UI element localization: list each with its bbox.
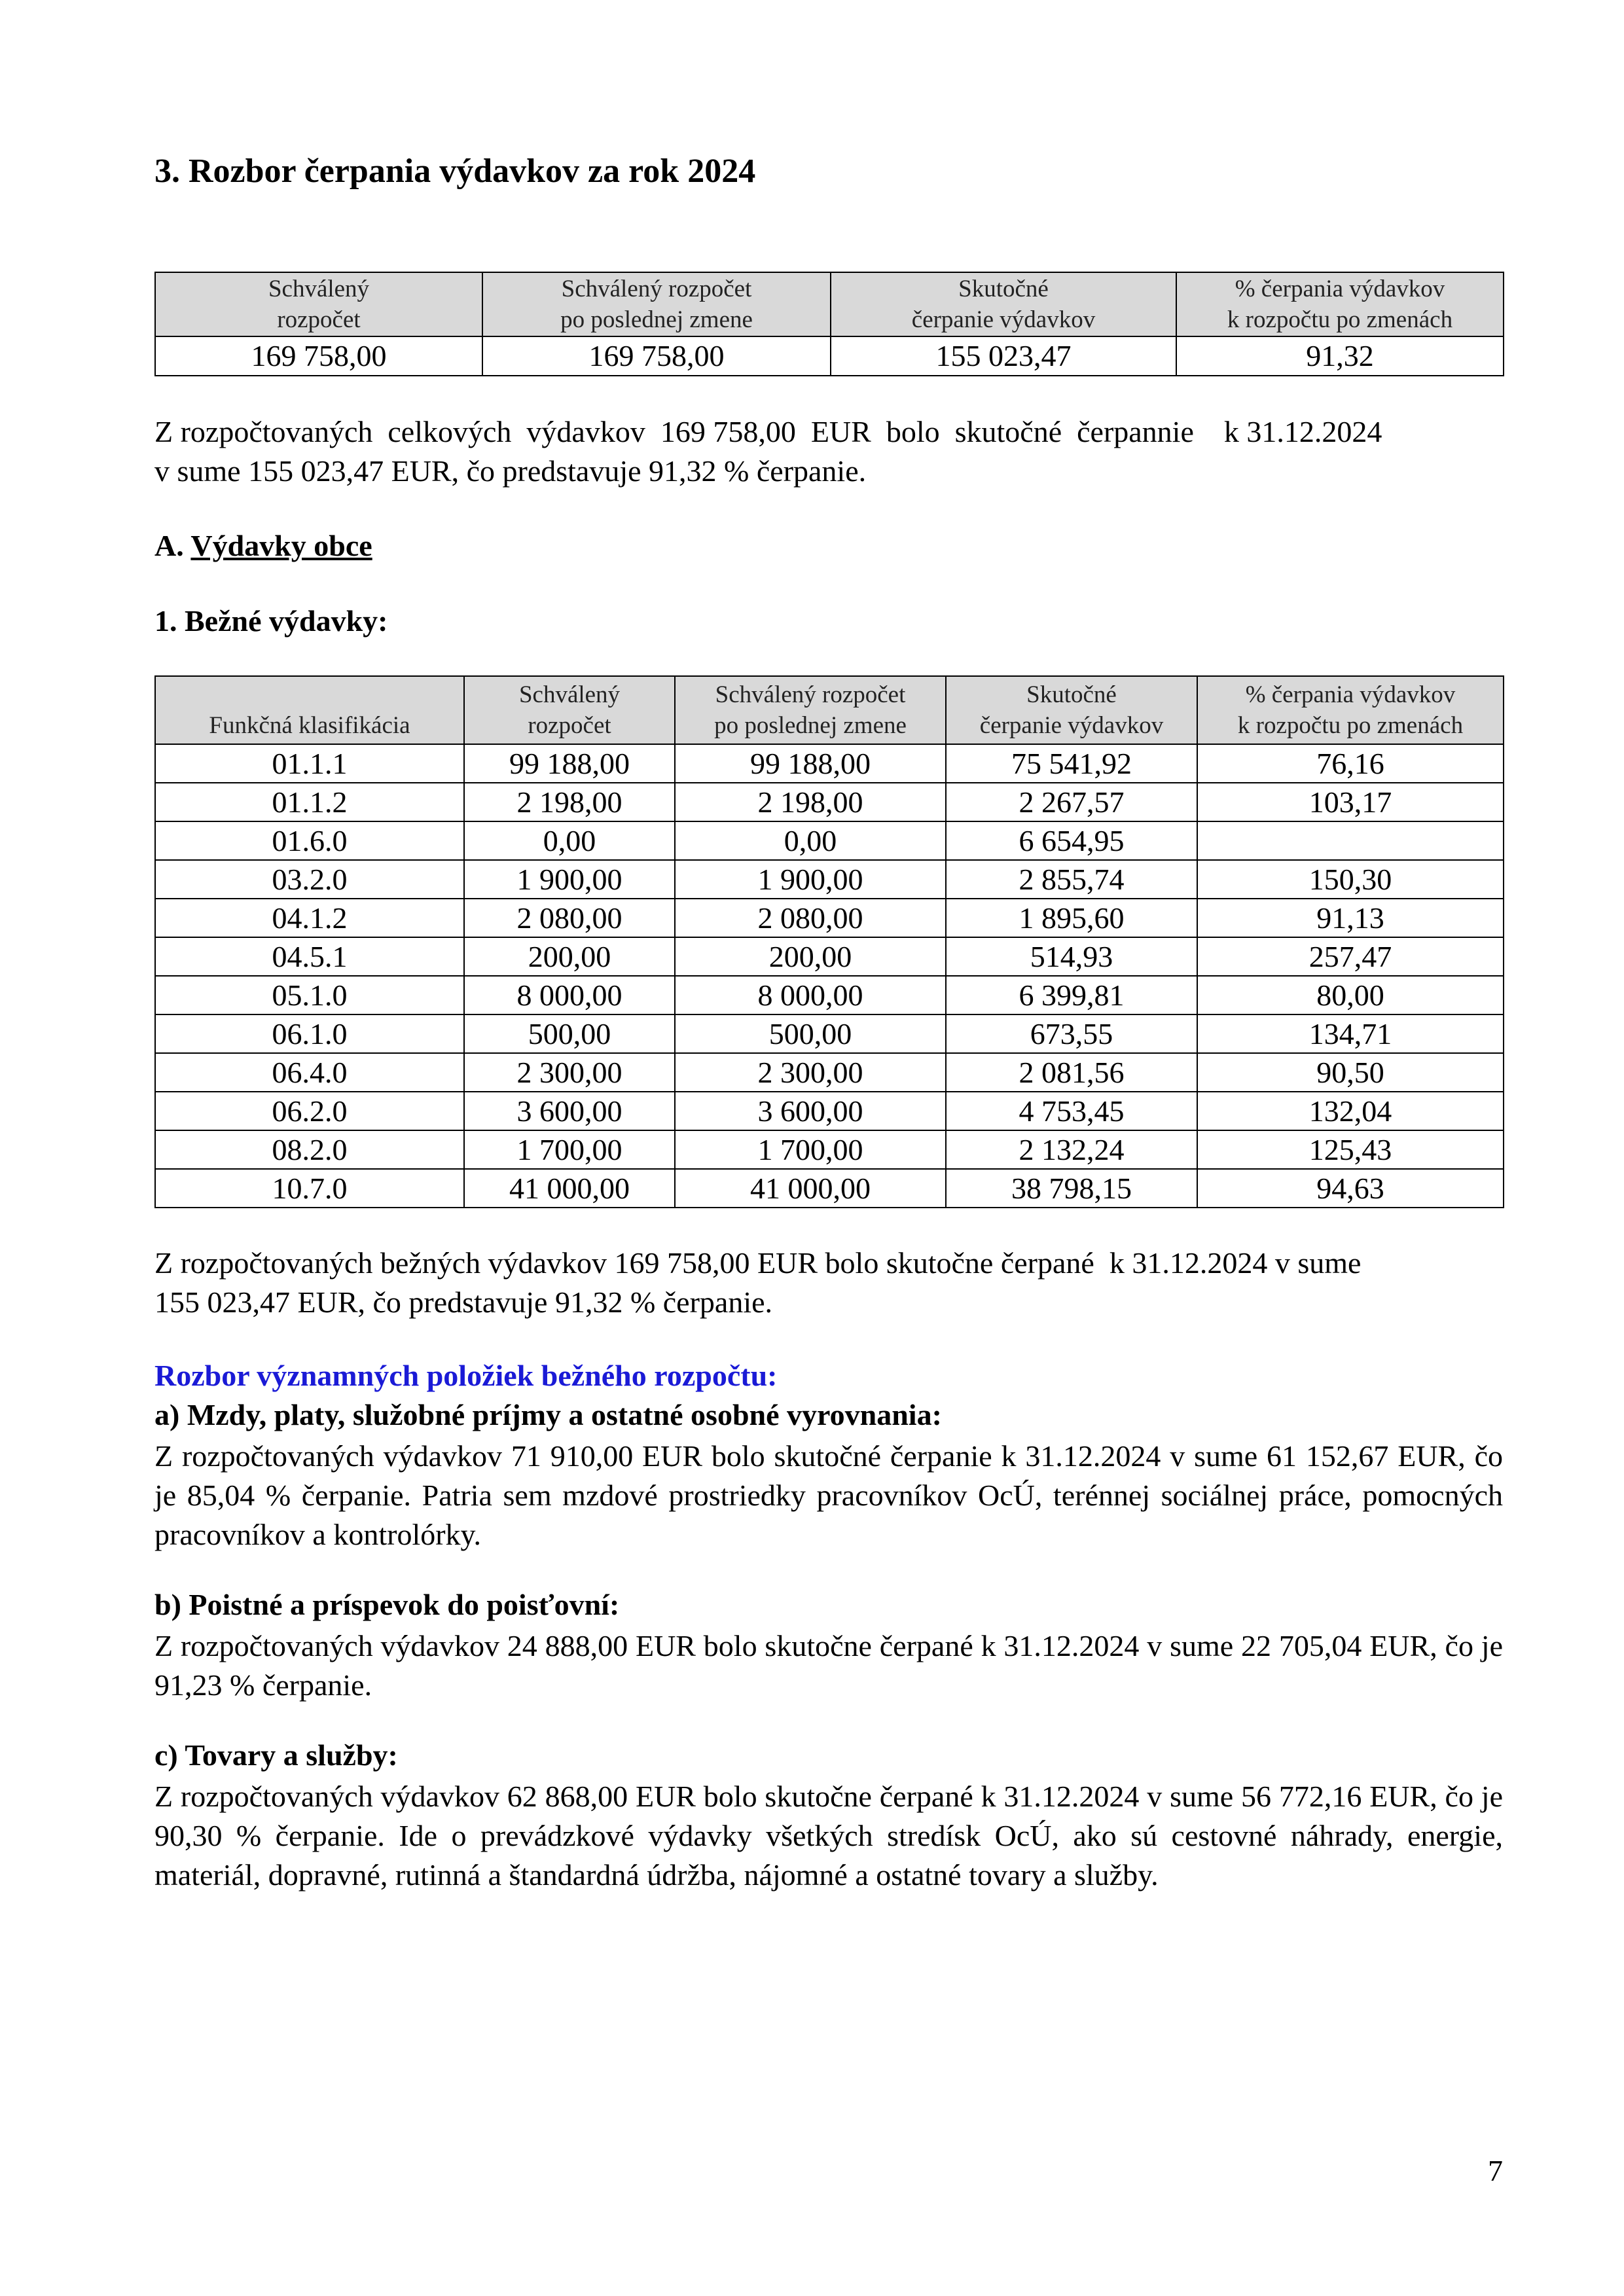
table-cell: 3 600,00 — [675, 1092, 946, 1130]
header-line: po poslednej zmene — [560, 306, 753, 333]
table-cell: 2 198,00 — [675, 783, 946, 821]
table-cell: 1 700,00 — [464, 1130, 675, 1169]
table-cell: 01.1.2 — [155, 783, 464, 821]
table-cell: 1 895,60 — [946, 899, 1197, 937]
page-title: 3. Rozbor čerpania výdavkov za rok 2024 — [154, 152, 756, 190]
header-cell — [155, 676, 464, 744]
header-line: Schválený — [518, 681, 621, 708]
table-cell: 4 753,45 — [946, 1092, 1197, 1130]
header-cell — [482, 272, 831, 336]
header-line: rozpočet — [277, 306, 361, 333]
header-line: čerpanie výdavkov — [911, 306, 1096, 333]
table-cell: 76,16 — [1197, 744, 1504, 783]
table-cell: 10.7.0 — [155, 1169, 464, 1208]
section-a-label: Výdavky obce — [190, 529, 372, 562]
table-cell: 103,17 — [1197, 783, 1504, 821]
paragraph-line: v sume 155 023,47 EUR, čo predstavuje 91,32 % čerpanie. — [154, 454, 867, 488]
table-cell: 8 000,00 — [675, 976, 946, 1014]
table-cell: 125,43 — [1197, 1130, 1504, 1169]
table-cell: 150,30 — [1197, 860, 1504, 899]
table-cell: 90,50 — [1197, 1053, 1504, 1092]
table-cell: 2 198,00 — [464, 783, 675, 821]
summary-table — [154, 272, 1504, 376]
table-cell: 2 080,00 — [675, 899, 946, 937]
header-cell — [946, 676, 1197, 744]
table-cell: 1 700,00 — [675, 1130, 946, 1169]
table-cell: 155 023,47 — [831, 336, 1176, 376]
section-a-prefix: A. — [154, 529, 184, 562]
section-1-heading: 1. Bežné výdavky: — [154, 604, 388, 637]
table-cell: 673,55 — [946, 1014, 1197, 1053]
table-cell: 8 000,00 — [464, 976, 675, 1014]
table-row — [155, 1092, 1504, 1130]
table-cell: 1 900,00 — [464, 860, 675, 899]
table-row — [155, 1053, 1504, 1092]
table-cell: 08.2.0 — [155, 1130, 464, 1169]
table-cell: 03.2.0 — [155, 860, 464, 899]
table-cell: 94,63 — [1197, 1169, 1504, 1208]
analysis-a-text: Z rozpočtovaných výdavkov 71 910,00 EUR bolo skutočné čerpanie k 31.12.2024 v sume 61 152,67 EUR, čo je 85,04 % čerpanie. Patria sem mzdové prostriedky pracovníkov OcÚ, terénnej sociálnej práce, pomocných pracovníkov a kontrolórky. — [154, 1439, 1503, 1551]
header-line: rozpočet — [528, 712, 611, 739]
table-cell: 2 267,57 — [946, 783, 1197, 821]
table-cell: 257,47 — [1197, 937, 1504, 976]
table-cell: 06.2.0 — [155, 1092, 464, 1130]
table-row — [155, 1130, 1504, 1169]
paragraph-line: 155 023,47 EUR, čo predstavuje 91,32 % čerpanie. — [154, 1285, 773, 1319]
header-line: % čerpania výdavkov — [1235, 276, 1445, 302]
table-row — [155, 1014, 1504, 1053]
table-cell: 2 300,00 — [675, 1053, 946, 1092]
table-cell: 05.1.0 — [155, 976, 464, 1014]
table-cell: 169 758,00 — [155, 336, 482, 376]
table-row — [155, 821, 1504, 860]
table-cell: 01.1.1 — [155, 744, 464, 783]
table-cell: 91,32 — [1176, 336, 1504, 376]
header-cell — [155, 272, 482, 336]
table-row — [155, 783, 1504, 821]
table-cell: 1 900,00 — [675, 860, 946, 899]
table-cell: 0,00 — [464, 821, 675, 860]
section-a-heading — [154, 528, 372, 563]
table-cell: 134,71 — [1197, 1014, 1504, 1053]
analysis-heading: Rozbor významných položiek bežného rozpočtu: — [154, 1359, 778, 1392]
header-cell — [464, 676, 675, 744]
current-table-header — [155, 676, 1504, 744]
table-cell: 2 132,24 — [946, 1130, 1197, 1169]
header-cell — [831, 272, 1176, 336]
paragraph-line: Z rozpočtovaných celkových výdavkov 169 758,00 EUR bolo skutočné čerpannie k 31.12.2024 — [154, 415, 1382, 448]
paragraph-line: Z rozpočtovaných bežných výdavkov 169 758,00 EUR bolo skutočne čerpané k 31.12.2024 v sume — [154, 1246, 1362, 1280]
header-line: Schválený rozpočet — [715, 681, 906, 708]
header-line: Skutočné — [1026, 681, 1117, 708]
table-row — [155, 937, 1504, 976]
table-cell: 132,04 — [1197, 1092, 1504, 1130]
table-cell: 2 300,00 — [464, 1053, 675, 1092]
table-row — [155, 976, 1504, 1014]
header-cell — [1176, 272, 1504, 336]
table-cell: 500,00 — [464, 1014, 675, 1053]
table-cell: 41 000,00 — [464, 1169, 675, 1208]
analysis-a-heading: a) Mzdy, platy, služobné príjmy a ostatné osobné vyrovnania: — [154, 1398, 942, 1431]
table-cell: 6 654,95 — [946, 821, 1197, 860]
analysis-b-heading: b) Poistné a príspevok do poisťovní: — [154, 1588, 620, 1621]
table-cell: 6 399,81 — [946, 976, 1197, 1014]
header-line: k rozpočtu po zmenách — [1227, 306, 1453, 333]
table-cell: 38 798,15 — [946, 1169, 1197, 1208]
table-cell: 169 758,00 — [482, 336, 831, 376]
summary-table-row — [155, 336, 1504, 376]
header-line: čerpanie výdavkov — [979, 712, 1164, 739]
table-row — [155, 1169, 1504, 1208]
table-cell: 514,93 — [946, 937, 1197, 976]
analysis-b-text: Z rozpočtovaných výdavkov 24 888,00 EUR bolo skutočne čerpané k 31.12.2024 v sume 22 705,04 EUR, čo je 91,23 % čerpanie. — [154, 1629, 1503, 1702]
table-cell: 0,00 — [675, 821, 946, 860]
table-cell: 99 188,00 — [675, 744, 946, 783]
table-cell: 3 600,00 — [464, 1092, 675, 1130]
summary-table-header — [155, 272, 1504, 336]
table-cell: 04.5.1 — [155, 937, 464, 976]
header-line: Funkčná klasifikácia — [209, 712, 410, 739]
header-line: k rozpočtu po zmenách — [1237, 712, 1464, 739]
header-line: Schválený rozpočet — [561, 276, 752, 302]
analysis-c-text: Z rozpočtovaných výdavkov 62 868,00 EUR bolo skutočne čerpané k 31.12.2024 v sume 56 772,16 EUR, čo je 90,30 % čerpanie. Ide o prevádzkové výdavky všetkých stredísk OcÚ, ako sú cestovné náhrady, energie, materiál, dopravné, rutinná a štandardná údržba, nájomné a ostatné tovary a služby. — [154, 1780, 1503, 1892]
header-line: Schválený — [268, 276, 370, 302]
header-line: po poslednej zmene — [714, 712, 907, 739]
table-cell: 2 080,00 — [464, 899, 675, 937]
table-row — [155, 860, 1504, 899]
table-cell: 04.1.2 — [155, 899, 464, 937]
current-expenses-table — [154, 675, 1504, 1208]
table-cell: 41 000,00 — [675, 1169, 946, 1208]
page-number: 7 — [1488, 2154, 1503, 2187]
current-summary-paragraph — [154, 1244, 1503, 1322]
table-row — [155, 744, 1504, 783]
table-cell: 75 541,92 — [946, 744, 1197, 783]
table-cell: 200,00 — [464, 937, 675, 976]
table-cell: 06.1.0 — [155, 1014, 464, 1053]
table-cell: 500,00 — [675, 1014, 946, 1053]
header-cell — [1197, 676, 1504, 744]
table-cell: 06.4.0 — [155, 1053, 464, 1092]
table-cell: 80,00 — [1197, 976, 1504, 1014]
table-cell: 2 081,56 — [946, 1053, 1197, 1092]
table-cell: 2 855,74 — [946, 860, 1197, 899]
table-cell: 200,00 — [675, 937, 946, 976]
header-cell — [675, 676, 946, 744]
summary-paragraph — [154, 412, 1503, 491]
table-cell: 99 188,00 — [464, 744, 675, 783]
table-row — [155, 899, 1504, 937]
table-cell — [1197, 821, 1504, 860]
header-line: Skutočné — [958, 276, 1049, 302]
table-cell: 91,13 — [1197, 899, 1504, 937]
analysis-c-heading: c) Tovary a služby: — [154, 1738, 398, 1772]
header-line: % čerpania výdavkov — [1245, 681, 1456, 708]
table-cell: 01.6.0 — [155, 821, 464, 860]
